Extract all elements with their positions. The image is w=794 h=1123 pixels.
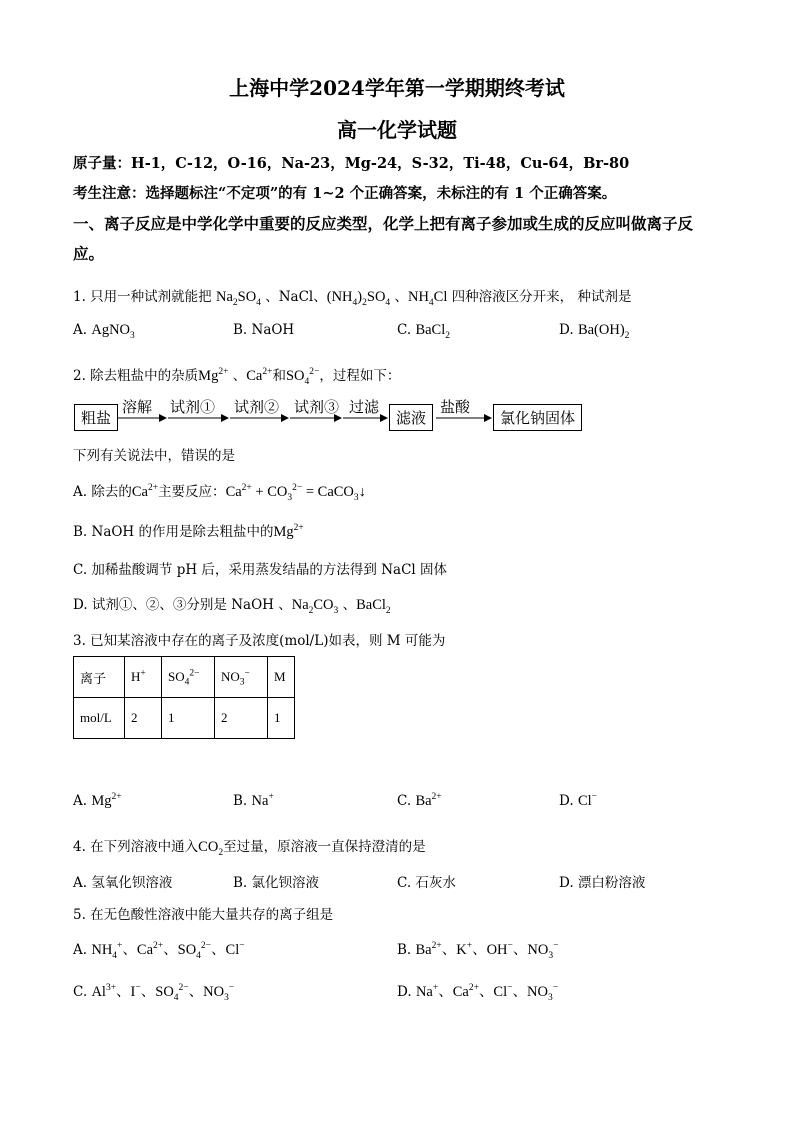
flow-label-filter: 过滤	[349, 398, 380, 416]
exam-title: 上海中学2024学年第一学期期终考试	[229, 76, 565, 100]
q2-option-d: D. 试剂①、②、③分别是 NaOH 、$Na_2CO_3$ 、BaCl$_2$	[73, 597, 391, 616]
atomic-mass-line: 原子量：H-1，C-12，O-16，Na-23，Mg-24，S-32，Ti-48，Cu-64，Br-80	[73, 155, 630, 172]
ion-h: H+	[125, 657, 162, 698]
q5-option-b: B. $Ba^{2+}$、K+、OH−、$NO_3^-$	[397, 941, 559, 961]
ion-m: M	[268, 657, 295, 698]
conc-m: 1	[268, 698, 295, 739]
q1-formula-nh4cl: $NH_4Cl$	[407, 289, 448, 308]
q3-option-d: D. Cl−	[559, 792, 597, 809]
q1-stem: 1. 只用一种试剂就能把 $Na_2SO_4$ 、NaCl、$(NH_4)_2SO_4$ 、$NH_4Cl$ 四种溶液区分开来， 种试剂是	[73, 289, 632, 308]
q4-option-a: A. 氢氧化钡溶液	[73, 875, 173, 891]
section-heading-line1: 一、离子反应是中学化学中重要的反应类型，化学上把有离子参加或生成的反应叫做离子反	[73, 214, 694, 233]
table-row	[74, 657, 295, 698]
section-heading-line2: 应。	[73, 244, 105, 263]
q4-option-c: C. 石灰水	[397, 875, 456, 891]
exam-subtitle: 高一化学试题	[337, 118, 457, 142]
q2-option-c: C. 加稀盐酸调节 pH 后，采用蒸发结晶的方法得到 NaCl 固体	[73, 562, 448, 578]
q2-option-b: B. NaOH 的作用是除去粗盐中的$Mg^{2+}$	[73, 523, 304, 540]
q5-option-a: A. $NH_4^+$、$Ca^{2+}$、$SO_4^{2-}$、Cl−	[73, 941, 245, 961]
q4-stem: 4. 在下列溶液中通入$CO_2$至过量，原溶液一直保持澄清的是	[73, 839, 426, 858]
q2-lead: 下列有关说法中，错误的是	[73, 448, 235, 464]
flow-label-hcl: 盐酸	[440, 398, 471, 416]
ion-so4: $SO_4^{2-}$	[162, 657, 215, 698]
q1-option-c: C. BaCl$_2$	[397, 322, 450, 341]
q1-prefix: 1. 只用一种试剂就能把	[73, 289, 212, 305]
ion-label: 离子	[74, 657, 125, 698]
q5-stem: 5. 在无色酸性溶液中能大量共存的离子组是	[73, 907, 334, 923]
flow-box-filtrate: 滤液	[389, 404, 433, 431]
q5-option-d: D. Na+、$Ca^{2+}$、Cl−、$NO_3^-$	[397, 983, 559, 1003]
flow-box-crude-salt: 粗盐	[74, 404, 118, 431]
q3-option-b: B. Na+	[233, 792, 274, 809]
q5-option-c: C. $Al^{3+}$、I−、$SO_4^{2-}$、$NO_3^-$	[73, 983, 235, 1003]
q1-suffix: 四种溶液区分开来， 种试剂是	[451, 289, 632, 305]
table-row	[74, 698, 295, 739]
flow-box-nacl-solid: 氯化钠固体	[493, 404, 582, 431]
conc-label: mol/L	[74, 698, 125, 739]
q3-stem: 3. 已知某溶液中存在的离子及浓度(mol/L)如表，则 M 可能为	[73, 633, 446, 649]
notice-line: 考生注意：选择题标注“不定项”的有 1~2 个正确答案，未标注的有 1 个正确答案。	[73, 185, 617, 202]
flow-label-reagent1: 试剂①	[170, 398, 216, 416]
q3-option-c: C. $Ba^{2+}$	[397, 792, 442, 809]
conc-h: 2	[125, 698, 162, 739]
q1-formula-nh42so4: $(NH_4)_2SO_4$	[326, 289, 391, 308]
q3-option-a: A. $Mg^{2+}$	[73, 792, 122, 809]
q1-option-b: B. NaOH	[233, 322, 295, 338]
q1-formula-na2so4: $Na_2SO_4$	[215, 289, 261, 308]
flow-label-reagent3: 试剂③	[294, 398, 340, 416]
q2-stem: 2. 除去粗盐中的杂质$Mg^{2+}$ 、$Ca^{2+}$和$SO_4^{2-}$，过程如下：	[73, 367, 401, 387]
q1-option-a: A. AgNO$_3$	[73, 322, 135, 341]
ion-table	[73, 656, 295, 739]
conc-no3: 2	[215, 698, 268, 739]
conc-so4: 1	[162, 698, 215, 739]
flow-label-reagent2: 试剂②	[234, 398, 280, 416]
q4-option-b: B. 氯化钡溶液	[233, 875, 320, 891]
flow-label-dissolve: 溶解	[122, 398, 153, 416]
q4-option-d: D. 漂白粉溶液	[559, 875, 646, 891]
q1-option-d: D. $Ba(OH)_2$	[559, 322, 630, 341]
q2-option-a: A. 除去的$Ca^{2+}$主要反应：$Ca^{2+} + CO_3^{2-}$ = CaCO$_3$↓	[73, 483, 366, 503]
ion-no3: $NO_3^-$	[215, 657, 268, 698]
flow-arrows	[0, 0, 794, 440]
